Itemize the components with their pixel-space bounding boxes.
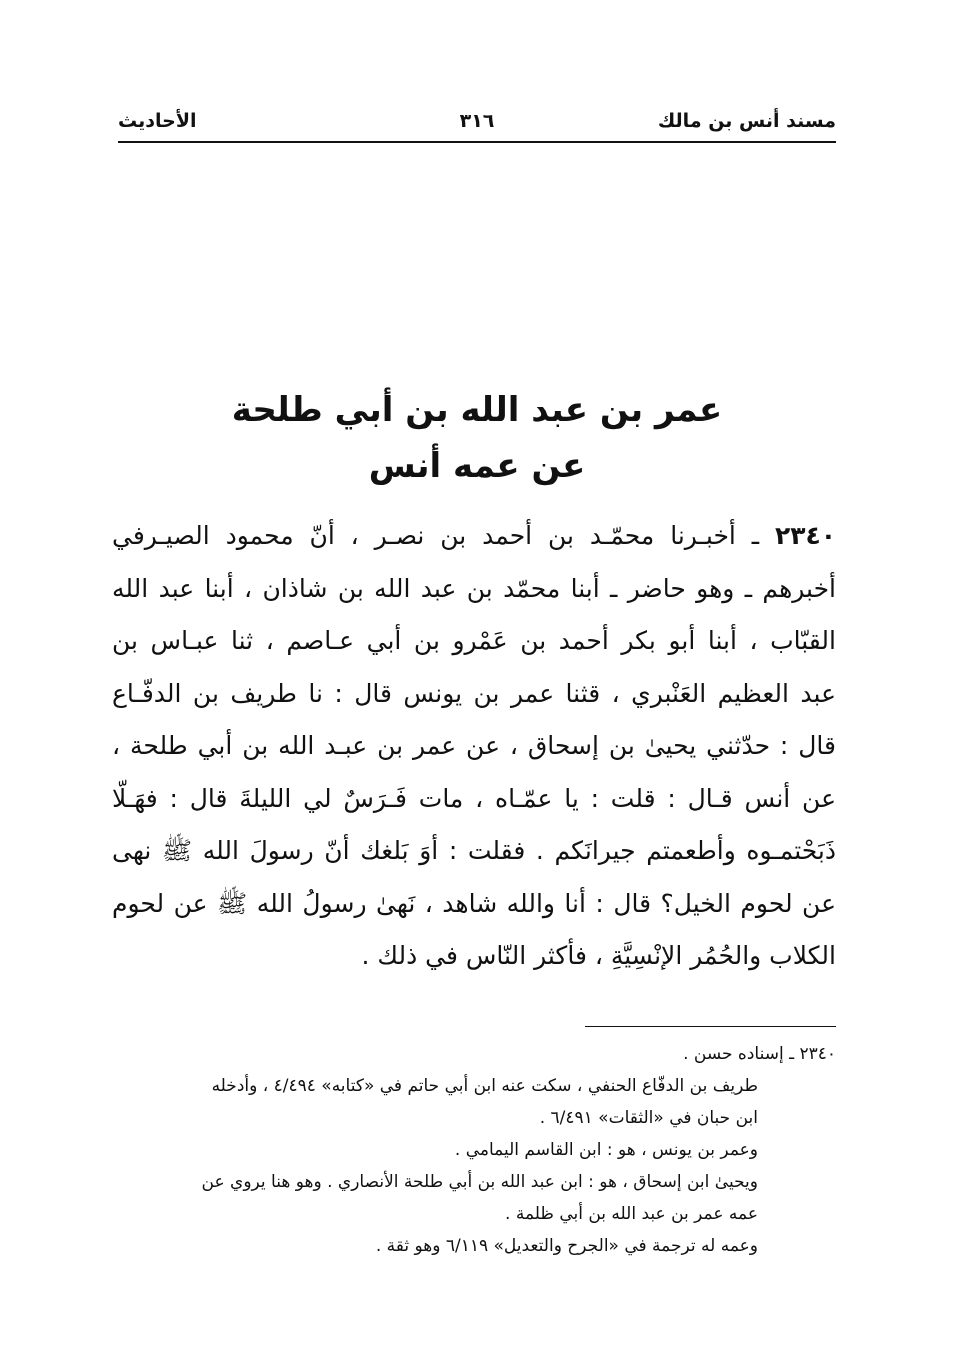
footnote-line: وعمه له ترجمة في «الجرح والتعديل» ٦/١١٩ وهو ثقة . bbox=[375, 1236, 758, 1256]
footnote-line: ٢٣٤٠ ـ إسناده حسن . bbox=[683, 1044, 836, 1064]
chapter-title bbox=[118, 382, 836, 494]
hadith-line: عن لحوم الخيل؟ قال : أنا والله شاهد ، نَهىٰ رسولُ الله ﷺ عن لحوم bbox=[112, 888, 836, 918]
footnote-rule bbox=[585, 1026, 836, 1027]
hadith-line-text: ـ أخبـرنا محمّـد بن أحمد بن نصـر ، أنّ محمود الصيـرفي bbox=[112, 521, 760, 550]
header-rule bbox=[118, 141, 836, 143]
footnote-line: طريف بن الدفّاع الحنفي ، سكت عنه ابن أبي حاتم في «كتابه» ٤/٤٩٤ ، وأدخله bbox=[211, 1076, 758, 1096]
footnote-line: وعمر بن يونس ، هو : ابن القاسم اليمامي . bbox=[454, 1140, 758, 1160]
hadith-line: عن أنس قـال : قلت : يا عمّـاه ، مات فَـرَسٌ لي الليلةَ قال : فهَـلّا bbox=[112, 783, 836, 813]
chapter-title-line-1: عمر بن عبد الله بن أبي طلحة bbox=[231, 390, 723, 430]
hadith-line: القبّاب ، أبنا أبو بكر أحمد بن عَمْرو بن أبي عـاصم ، ثنا عبـاس بن bbox=[112, 626, 836, 655]
footnote-line: ويحيىٰ ابن إسحاق ، هو : ابن عبد الله بن أبي طلحة الأنصاري . وهو هنا يروي عن bbox=[201, 1172, 758, 1192]
footnotes bbox=[112, 1038, 836, 1262]
hadith-number: ٢٣٤٠ bbox=[774, 521, 836, 550]
hadith-line bbox=[112, 510, 836, 563]
book-title: مسند أنس بن مالك bbox=[657, 110, 836, 132]
section-title: الأحاديث bbox=[118, 110, 197, 132]
hadith-line: ذَبَحْتمـوه وأطعمتم جيرانَكم . فقلت : أوَ بَلغك أنّ رسولَ الله ﷺ نهى bbox=[112, 836, 836, 865]
page-number: ٣١٦ bbox=[459, 110, 495, 132]
chapter-title-line-2: عن عمه أنس bbox=[368, 446, 586, 486]
hadith-line: أخبرهم ـ وهو حاضر ـ أبنا محمّد بن عبد الله بن شاذان ، أبنا عبد الله bbox=[112, 573, 836, 603]
footnote-line: ابن حبان في «الثقات» ٦/٤٩١ . bbox=[539, 1108, 758, 1128]
hadith-line: الكلاب والحُمُر الإنْسِيَّةِ ، فأكثر النّاس في ذلك . bbox=[361, 941, 836, 970]
hadith-line: قال : حدّثني يحيىٰ بن إسحاق ، عن عمر بن عبـد الله بن أبي طلحة ، bbox=[112, 731, 836, 760]
hadith-line: عبد العظيم العَنْبري ، قثنا عمر بن يونس قال : نا طريف بن الدفّـاع bbox=[112, 678, 836, 708]
footnote-line: عمه عمر بن عبد الله بن أبي ظلمة . bbox=[505, 1204, 758, 1224]
running-header bbox=[118, 108, 836, 142]
hadith-text bbox=[112, 510, 836, 983]
